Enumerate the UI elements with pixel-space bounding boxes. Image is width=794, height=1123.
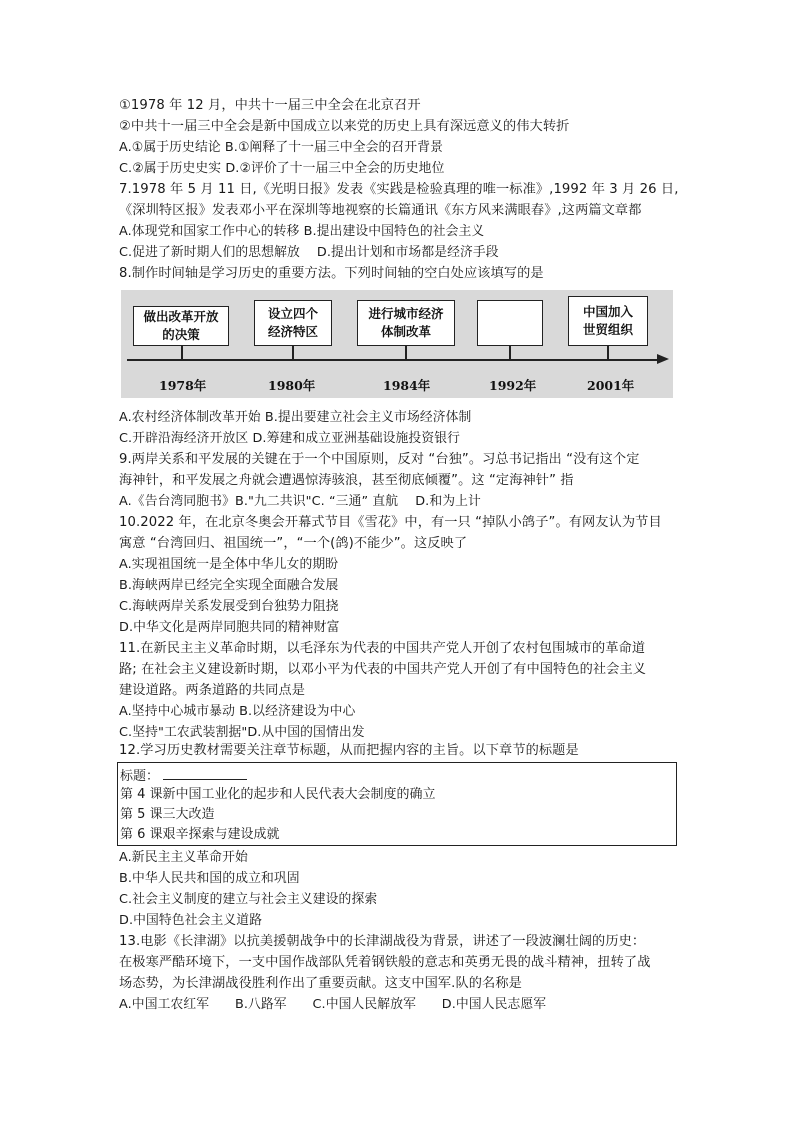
q7-stem-1: 7.1978 年 5 月 11 日,《光明日报》发表《实践是检验真理的唯一标准》,1992 年 3 月 26 日,	[119, 182, 679, 197]
q12-option-a: A.新民主主义革命开始	[119, 850, 248, 865]
timeline-stem	[509, 346, 511, 360]
q10-option-a: A.实现祖国统一是全体中华儿女的期盼	[119, 557, 339, 572]
timeline-figure	[121, 290, 673, 398]
q6-options-cd: C.②属于历史史实 D.②评价了十一届三中全会的历史地位	[119, 161, 445, 176]
timeline-year: 2001年	[587, 378, 635, 393]
q8-options-ab: A.农村经济体制改革开始 B.提出要建立社会主义市场经济体制	[119, 410, 472, 425]
q8-stem: 8.制作时间轴是学习历史的重要方法。下列时间轴的空白处应该填写的是	[119, 266, 544, 281]
q11-stem-1: 11.在新民主主义革命时期，以毛泽东为代表的中国共产党人开创了农村包围城市的革命道	[119, 641, 646, 656]
q13-stem-2: 在极寒严酷环境下，一支中国作战部队凭着钢铁般的意志和英勇无畏的战斗精神，扭转了战	[119, 955, 651, 970]
q12-option-c: C.社会主义制度的建立与社会主义建设的探索	[119, 892, 378, 907]
q12-option-b: B.中华人民共和国的成立和巩固	[119, 871, 300, 886]
chapter-title-label: 标题：	[120, 769, 160, 784]
q10-option-d: D.中华文化是两岸同胞共同的精神财富	[119, 620, 340, 635]
q11-options-cd: C.坚持"工农武装割据"D.从中国的国情出发	[119, 725, 365, 740]
chapter-row-6: 第 6 课艰辛探索与建设成就	[120, 827, 280, 842]
timeline-stem	[181, 346, 183, 360]
timeline-arrow-icon	[657, 354, 669, 364]
timeline-box-1984: 进行城市经济 体制改革	[357, 300, 455, 346]
timeline-year: 1978年	[159, 378, 207, 393]
statement-1: ①1978 年 12 月，中共十一届三中全会在北京召开	[119, 98, 421, 113]
q8-options-cd: C.开辟沿海经济开放区 D.筹建和成立亚洲基础设施投资银行	[119, 431, 461, 446]
q7-stem-2: 《深圳特区报》发表邓小平在深圳等地视察的长篇通讯《东方风来满眼春》,这两篇文章都	[119, 203, 642, 218]
timeline-blank-box-1992	[477, 300, 543, 346]
q9-stem-1: 9.两岸关系和平发展的关键在于一个中国原则，反对 “台独”。习总书记指出 “没有这个定	[119, 452, 640, 467]
q10-stem-1: 10.2022 年，在北京冬奥会开幕式节目《雪花》中，有一只 “掉队小鸽子”。有网友认为节目	[119, 515, 662, 530]
timeline-year: 1992年	[489, 378, 537, 393]
q13-stem-1: 13.电影《长津湖》以抗美援朝战争中的长津湖战役为背景，讲述了一段波澜壮阔的历史：	[119, 934, 646, 949]
q6-options-ab: A.①属于历史结论 B.①阐释了十一届三中全会的召开背景	[119, 140, 443, 155]
chapter-title-row	[120, 766, 247, 786]
timeline-box-2001: 中国加入 世贸组织	[568, 296, 648, 346]
q9-options: A.《告台湾同胞书》B."九二共识"C. “三通” 直航 D.和为上计	[119, 494, 481, 509]
q11-stem-3: 建设道路。两条道路的共同点是	[119, 683, 306, 698]
q10-option-b: B.海峡两岸已经完全实现全面融合发展	[119, 578, 339, 593]
q11-options-ab: A.坚持中心城市暴动 B.以经济建设为中心	[119, 704, 356, 719]
q7-options-ab: A.体现党和国家工作中心的转移 B.提出建设中国特色的社会主义	[119, 224, 485, 239]
q13-options: A.中国工农红军 B.八路军 C.中国人民解放军 D.中国人民志愿军	[119, 997, 547, 1012]
q9-stem-2: 海神针，和平发展之舟就会遭遇惊涛骇浪，甚至彻底倾覆”。这 “定海神针” 指	[119, 473, 574, 488]
timeline-year: 1984年	[383, 378, 431, 393]
timeline-axis	[127, 359, 661, 361]
chapter-title-blank	[163, 766, 247, 780]
q12-stem: 12.学习历史教材需要关注章节标题，从而把握内容的主旨。以下章节的标题是	[119, 743, 579, 758]
q11-stem-2: 路; 在社会主义建设新时期，以邓小平为代表的中国共产党人开创了有中国特色的社会主义	[119, 662, 647, 677]
q10-stem-2: 寓意 “台湾回归、祖国统一”，“一个(鸽)不能少”。这反映了	[119, 536, 468, 551]
timeline-box-1980: 设立四个 经济特区	[254, 300, 332, 346]
q13-stem-3: 场态势，为长津湖战役胜利作出了重要贡献。这支中国军.队的名称是	[119, 976, 522, 991]
timeline-stem	[292, 346, 294, 360]
timeline-year: 1980年	[268, 378, 316, 393]
q10-option-c: C.海峡两岸关系发展受到台独势力阻挠	[119, 599, 339, 614]
q7-options-cd: C.促进了新时期人们的思想解放 D.提出计划和市场都是经济手段	[119, 245, 499, 260]
timeline-box-1978: 做出改革开放 的决策	[133, 306, 229, 346]
chapter-title-box	[117, 762, 677, 846]
chapter-row-5: 第 5 课三大改造	[120, 807, 215, 822]
chapter-row-4: 第 4 课新中国工业化的起步和人民代表大会制度的确立	[120, 787, 436, 802]
timeline-stem	[405, 346, 407, 360]
q12-option-d: D.中国特色社会主义道路	[119, 913, 263, 928]
statement-2: ②中共十一届三中全会是新中国成立以来党的历史上具有深远意义的伟大转折	[119, 119, 570, 134]
timeline-stem	[607, 346, 609, 360]
